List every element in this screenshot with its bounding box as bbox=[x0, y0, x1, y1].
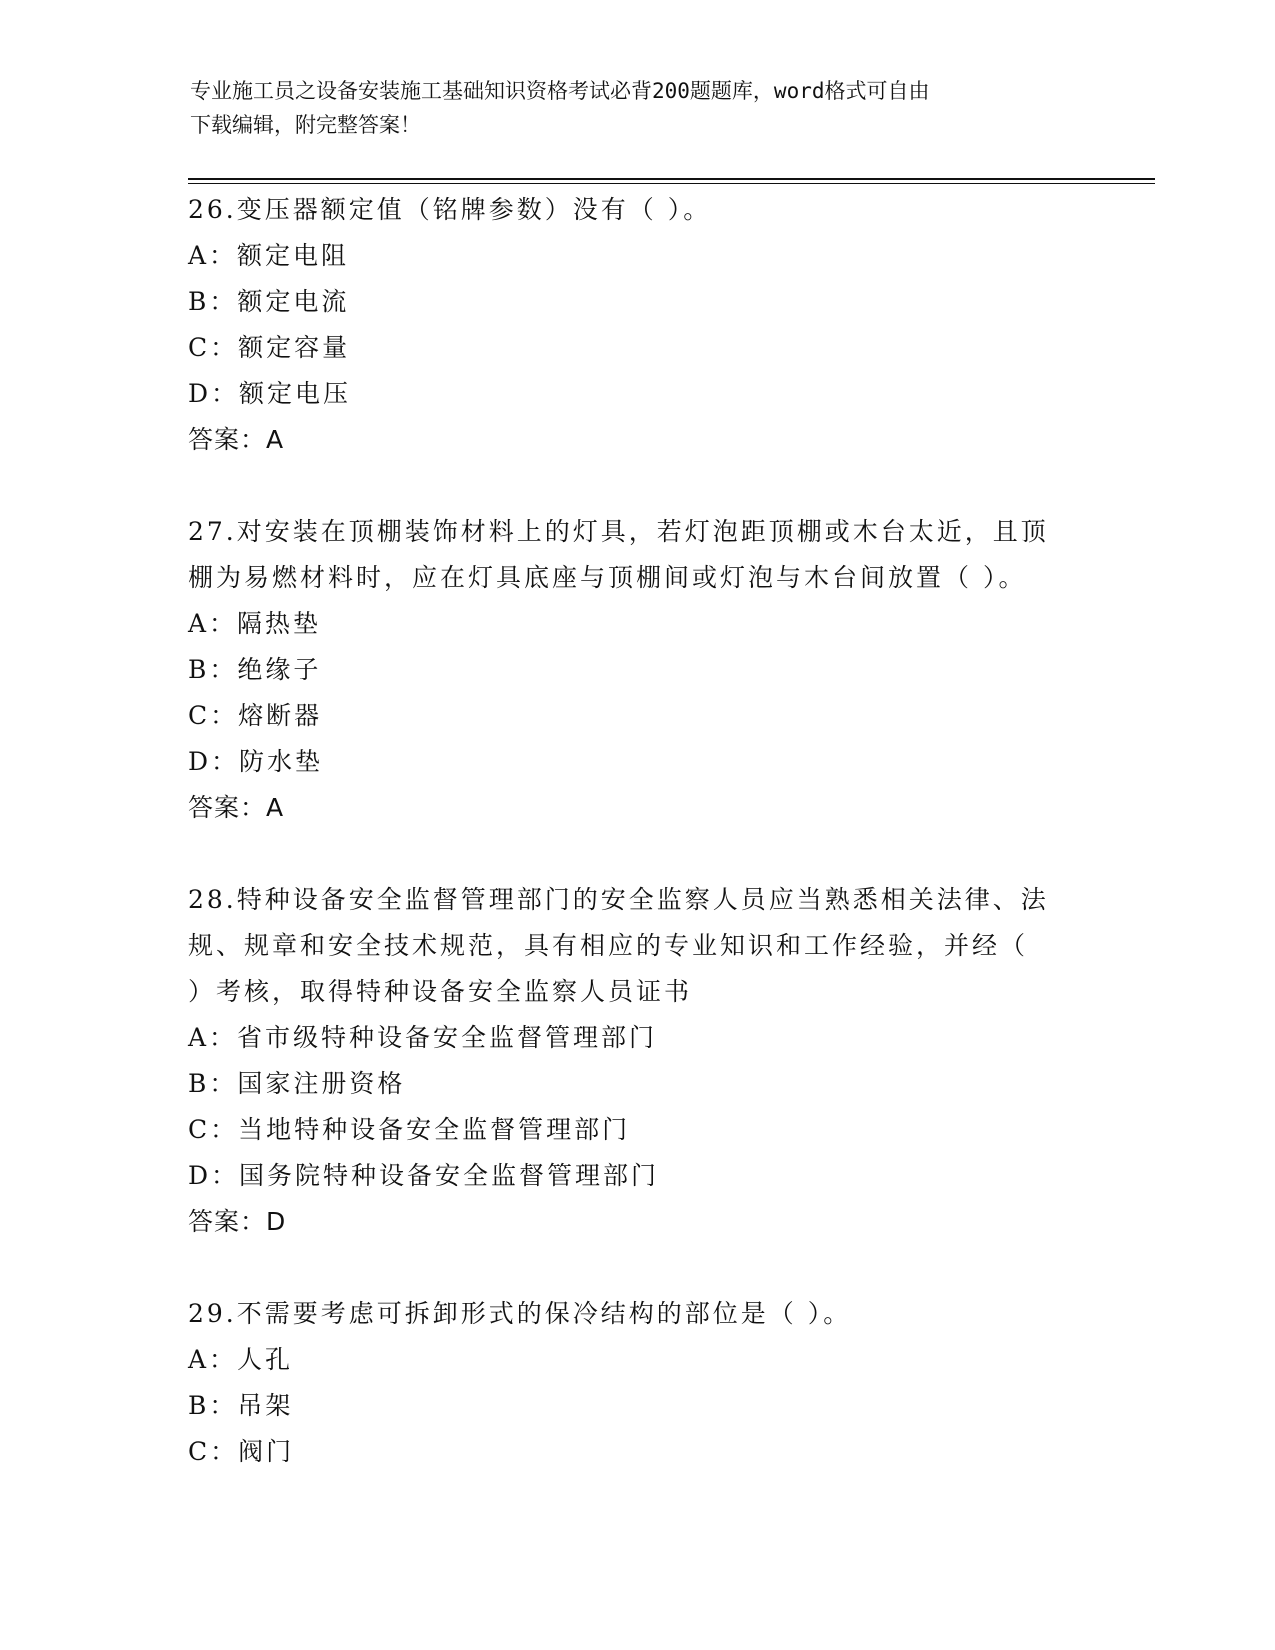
question-text: 棚为易燃材料时，应在灯具底座与顶棚间或灯泡与木台间放置（ ）。 bbox=[188, 563, 1027, 592]
option-a: A：额定电阻 bbox=[188, 241, 350, 270]
question-29 bbox=[188, 1291, 1088, 1475]
option-c: C：阀门 bbox=[188, 1437, 295, 1466]
question-26 bbox=[188, 187, 1088, 463]
document-header bbox=[190, 74, 1090, 142]
option-b: B：额定电流 bbox=[188, 287, 350, 316]
question-text: 规、规章和安全技术规范，具有相应的专业知识和工作经验，并经（ bbox=[188, 931, 1029, 960]
question-text: 27.对安装在顶棚装饰材料上的灯具，若灯泡距顶棚或木台太近，且顶 bbox=[188, 517, 1049, 546]
answer: 答案：A bbox=[188, 425, 285, 454]
question-text: 29.不需要考虑可拆卸形式的保冷结构的部位是（ ）。 bbox=[188, 1299, 852, 1328]
option-d: D：国务院特种设备安全监督管理部门 bbox=[188, 1161, 660, 1190]
option-c: C：额定容量 bbox=[188, 333, 351, 362]
answer: 答案：D bbox=[188, 1207, 287, 1236]
question-text: 26.变压器额定值（铭牌参数）没有（ ）。 bbox=[188, 195, 712, 224]
option-b: B：吊架 bbox=[188, 1391, 294, 1420]
option-c: C：当地特种设备安全监督管理部门 bbox=[188, 1115, 631, 1144]
header-divider-thick bbox=[188, 178, 1155, 180]
option-b: B：绝缘子 bbox=[188, 655, 322, 684]
header-divider-thin bbox=[188, 183, 1155, 184]
option-a: A：人孔 bbox=[188, 1345, 294, 1374]
option-d: D：防水垫 bbox=[188, 747, 324, 776]
option-b: B：国家注册资格 bbox=[188, 1069, 406, 1098]
header-line-2: 下载编辑，附完整答案！ bbox=[190, 113, 421, 137]
option-d: D：额定电压 bbox=[188, 379, 352, 408]
question-27 bbox=[188, 509, 1088, 831]
question-28 bbox=[188, 877, 1088, 1245]
question-text: 28.特种设备安全监督管理部门的安全监察人员应当熟悉相关法律、法 bbox=[188, 885, 1049, 914]
answer: 答案：A bbox=[188, 793, 285, 822]
option-a: A：隔热垫 bbox=[188, 609, 322, 638]
question-text: ）考核，取得特种设备安全监察人员证书 bbox=[188, 977, 693, 1006]
question-list bbox=[188, 187, 1088, 1475]
option-a: A：省市级特种设备安全监督管理部门 bbox=[188, 1023, 658, 1052]
option-c: C：熔断器 bbox=[188, 701, 323, 730]
header-line-1: 专业施工员之设备安装施工基础知识资格考试必背200题题库，word格式可自由 bbox=[190, 79, 930, 103]
